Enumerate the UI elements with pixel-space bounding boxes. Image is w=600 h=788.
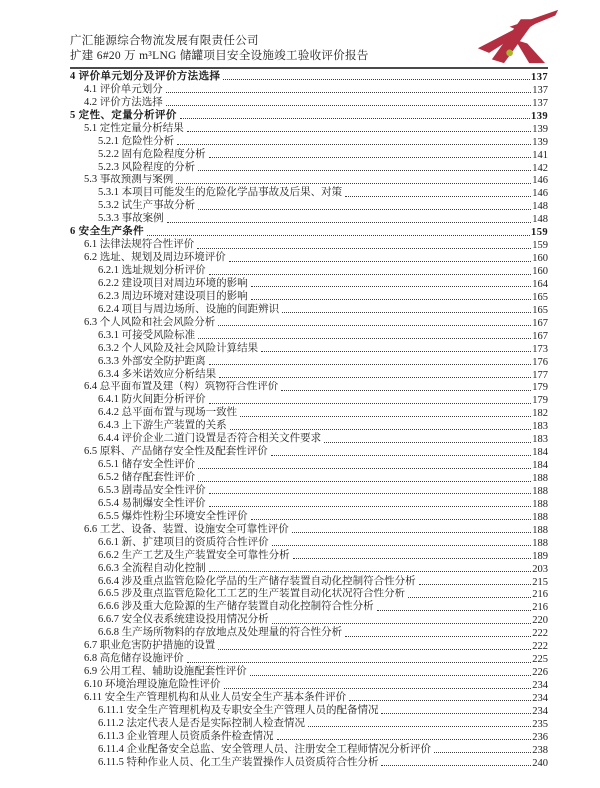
toc-entry bbox=[70, 549, 548, 562]
toc-entry-label: 6.9 公用工程、辅助设施配套性评价 bbox=[84, 666, 247, 678]
toc-entry-label: 5.2.3 风险程度的分析 bbox=[98, 161, 196, 173]
toc-dotted-leader bbox=[147, 235, 530, 236]
toc-dotted-leader bbox=[377, 610, 532, 611]
toc-page-number: 146 bbox=[532, 188, 548, 200]
report-title: 扩建 6#20 万 m³LNG 储罐项目安全设施竣工验收评价报告 bbox=[70, 50, 369, 62]
toc-entry bbox=[70, 381, 548, 394]
toc-entry-label: 6.5.1 储存安全性评价 bbox=[98, 459, 196, 471]
toc-page-number: 137 bbox=[532, 84, 548, 96]
toc-entry bbox=[70, 225, 548, 238]
toc-dotted-leader bbox=[223, 79, 530, 80]
toc-dotted-leader bbox=[177, 144, 531, 145]
toc-entry-label: 6.11.1 安全生产管理机构及专职安全生产管理人员的配备情况 bbox=[98, 704, 379, 716]
toc-dotted-leader bbox=[198, 481, 531, 482]
toc-page-number: 188 bbox=[532, 485, 548, 497]
toc-dotted-leader bbox=[251, 286, 532, 287]
toc-page-number: 234 bbox=[532, 692, 548, 704]
toc-page-number: 226 bbox=[532, 667, 548, 679]
toc-page-number: 234 bbox=[532, 680, 548, 691]
toc-dotted-leader bbox=[281, 390, 531, 391]
toc-dotted-leader bbox=[218, 325, 531, 326]
toc-entry bbox=[70, 419, 548, 432]
toc-page-number: 188 bbox=[532, 537, 548, 549]
toc-entry bbox=[70, 393, 548, 406]
toc-entry-label: 4 评价单元划分及评价方法选择 bbox=[70, 70, 221, 82]
toc-entry-label: 5.3 事故预测与案例 bbox=[84, 174, 174, 186]
toc-dotted-leader bbox=[209, 403, 532, 404]
toc-entry-label: 6.4 总平面布置及建（构）筑物符合性评价 bbox=[84, 381, 279, 393]
toc-page-number: 215 bbox=[532, 576, 548, 588]
toc-entry bbox=[70, 639, 548, 652]
toc-dotted-leader bbox=[293, 558, 532, 559]
header-divider bbox=[70, 67, 548, 69]
toc-entry bbox=[70, 678, 548, 691]
toc-entry bbox=[70, 523, 548, 536]
toc-dotted-leader bbox=[349, 700, 531, 701]
toc-dotted-leader bbox=[209, 157, 532, 158]
toc-page-number: 146 bbox=[532, 175, 548, 187]
toc-page-number: 182 bbox=[532, 408, 548, 420]
toc-entry bbox=[70, 730, 548, 743]
toc-page-number: 148 bbox=[532, 201, 548, 213]
toc-dotted-leader bbox=[381, 765, 531, 766]
toc-dotted-leader bbox=[187, 662, 532, 663]
toc-dotted-leader bbox=[261, 351, 531, 352]
toc-page-number: 176 bbox=[532, 356, 548, 368]
toc-dotted-leader bbox=[419, 584, 532, 585]
toc-entry-label: 4.1 评价单元划分 bbox=[84, 83, 163, 95]
toc-entry-label: 6.10 环境治理设施危险性评价 bbox=[84, 679, 221, 690]
toc-dotted-leader bbox=[240, 416, 531, 417]
toc-dotted-leader bbox=[197, 248, 531, 249]
toc-dotted-leader bbox=[308, 726, 531, 727]
toc-entry bbox=[70, 432, 548, 445]
toc-dotted-leader bbox=[198, 338, 531, 339]
toc-entry bbox=[70, 199, 548, 212]
toc-entry-label: 6.7 职业危害防护措施的设置 bbox=[84, 640, 216, 652]
toc-dotted-leader bbox=[198, 170, 531, 171]
toc-page-number: 159 bbox=[532, 240, 548, 252]
toc-page-number: 141 bbox=[532, 149, 548, 161]
toc-entry-label: 6.3.4 多米诺效应分析结果 bbox=[98, 368, 217, 380]
toc-entry-label: 6.6 工艺、设备、装置、设施安全可靠性评价 bbox=[84, 523, 289, 535]
toc-entry-label: 6 安全生产条件 bbox=[70, 226, 145, 238]
toc-entry-label: 6.6.2 生产工艺及生产装置安全可靠性分析 bbox=[98, 549, 290, 561]
toc-entry-label: 6.5.4 易制爆安全性评价 bbox=[98, 497, 206, 509]
toc-entry-label: 6.6.1 新、扩建项目的资质符合性评价 bbox=[98, 536, 269, 548]
toc-page-number: 236 bbox=[532, 731, 548, 743]
toc-entry bbox=[70, 406, 548, 419]
toc-entry bbox=[70, 756, 548, 769]
toc-entry-label: 6.11.2 法定代表人是否是实际控制人检查情况 bbox=[98, 717, 305, 729]
toc-entry bbox=[70, 238, 548, 251]
toc-page-number: 188 bbox=[532, 511, 548, 523]
toc-entry-label: 6.4.4 评价企业二道门设置是否符合相关文件要求 bbox=[98, 433, 322, 445]
toc-dotted-leader bbox=[277, 739, 532, 740]
toc-page-number: 167 bbox=[532, 330, 548, 342]
toc-page-number: 173 bbox=[532, 343, 548, 355]
toc-dotted-leader bbox=[209, 493, 532, 494]
toc-entry bbox=[70, 135, 548, 148]
toc-page-number: 160 bbox=[532, 253, 548, 265]
toc-entry bbox=[70, 652, 548, 665]
toc-entry bbox=[70, 212, 548, 225]
toc-entry-label: 6.6.6 涉及重大危险源的生产储存装置自动化控制符合性分析 bbox=[98, 601, 374, 613]
toc-dotted-leader bbox=[180, 118, 530, 119]
toc-entry bbox=[70, 368, 548, 381]
toc-entry-label: 6.11.5 特种作业人员、化工生产装置操作人员资质符合性分析 bbox=[98, 756, 379, 768]
toc-entry-label: 6.8 高危储存设施评价 bbox=[84, 653, 184, 665]
toc-page-number: 148 bbox=[532, 214, 548, 226]
toc-entry-label: 6.2.2 建设项目对周边环境的影响 bbox=[98, 277, 248, 289]
toc-page-number: 139 bbox=[532, 136, 548, 148]
toc-entry bbox=[70, 704, 548, 717]
toc-page-number: 222 bbox=[532, 628, 548, 640]
toc-entry bbox=[70, 445, 548, 458]
toc-page-number: 164 bbox=[532, 278, 548, 290]
toc-dotted-leader bbox=[224, 688, 532, 689]
toc-dotted-leader bbox=[345, 636, 531, 637]
toc-dotted-leader bbox=[176, 183, 531, 184]
toc-entry-label: 6.2.3 周边环境对建设项目的影响 bbox=[98, 290, 248, 302]
toc-entry-label: 6.4.3 上下游生产装置的关系 bbox=[98, 420, 227, 432]
toc-entry bbox=[70, 600, 548, 613]
toc-dotted-leader bbox=[219, 377, 531, 378]
toc-dotted-leader bbox=[209, 274, 532, 275]
toc-page-number: 139 bbox=[531, 110, 548, 122]
toc-entry bbox=[70, 588, 548, 601]
toc-page-number: 159 bbox=[531, 227, 548, 239]
toc-dotted-leader bbox=[166, 92, 532, 93]
toc-dotted-leader bbox=[282, 312, 531, 313]
toc-dotted-leader bbox=[381, 713, 531, 714]
toc-entry bbox=[70, 510, 548, 523]
toc-entry bbox=[70, 497, 548, 510]
toc-entry-label: 6.5.3 剧毒品安全性评价 bbox=[98, 484, 206, 496]
toc-entry-label: 6.5.2 储存配套性评价 bbox=[98, 472, 196, 483]
toc-page-number: 183 bbox=[532, 434, 548, 446]
toc-entry-label: 5.1 定性定量分析结果 bbox=[84, 122, 184, 134]
toc-entry bbox=[70, 290, 548, 303]
toc-page-number: 216 bbox=[532, 602, 548, 614]
toc-entry bbox=[70, 355, 548, 368]
toc-entry-label: 5.3.3 事故案例 bbox=[98, 213, 164, 225]
toc-page-number: 139 bbox=[532, 123, 548, 135]
toc-entry bbox=[70, 536, 548, 549]
toc-entry-label: 6.1 法律法规符合性评价 bbox=[84, 239, 195, 251]
toc-entry bbox=[70, 148, 548, 161]
toc-entry bbox=[70, 83, 548, 96]
toc-entry bbox=[70, 575, 548, 588]
company-name: 广汇能源综合物流发展有限责任公司 bbox=[70, 35, 259, 47]
toc-entry bbox=[70, 484, 548, 497]
toc-page-number: 179 bbox=[532, 395, 548, 407]
toc-dotted-leader bbox=[166, 105, 532, 106]
toc-page-number: 188 bbox=[532, 524, 548, 536]
toc-entry-label: 5 定性、定量分析评价 bbox=[70, 109, 177, 121]
toc-dotted-leader bbox=[272, 623, 532, 624]
toc-dotted-leader bbox=[250, 675, 532, 676]
toc-entry bbox=[70, 251, 548, 264]
toc-entry bbox=[70, 303, 548, 316]
toc-dotted-leader bbox=[251, 299, 532, 300]
toc-entry bbox=[70, 96, 548, 109]
toc-dotted-leader bbox=[218, 649, 531, 650]
toc-entry-label: 6.2.1 选址规划分析评价 bbox=[98, 265, 206, 276]
toc-page-number: 137 bbox=[531, 71, 548, 83]
toc-entry bbox=[70, 186, 548, 199]
toc-entry bbox=[70, 471, 548, 484]
company-logo-icon bbox=[476, 8, 560, 66]
toc-entry-label: 6.3.2 个人风险及社会风险计算结果 bbox=[98, 342, 259, 354]
toc-dotted-leader bbox=[198, 468, 531, 469]
toc-entry-label: 6.4.1 防火间距分析评价 bbox=[98, 394, 206, 406]
page-header bbox=[70, 34, 548, 69]
toc-entry bbox=[70, 691, 548, 704]
toc-entry-label: 6.3.3 外部安全防护距离 bbox=[98, 355, 206, 367]
toc-page-number: 234 bbox=[532, 705, 548, 717]
toc-entry-label: 6.6.3 全流程自动化控制 bbox=[98, 562, 206, 574]
toc-entry bbox=[70, 458, 548, 471]
toc-dotted-leader bbox=[229, 261, 532, 262]
toc-entry-label: 6.2 选址、规划及周边环境评价 bbox=[84, 252, 226, 264]
toc-page-number: 203 bbox=[532, 563, 548, 575]
toc-dotted-leader bbox=[209, 571, 532, 572]
toc-entry bbox=[70, 743, 548, 756]
toc-page-number: 184 bbox=[532, 460, 548, 472]
toc-page-number: 165 bbox=[532, 304, 548, 316]
toc-entry-label: 6.2.4 项目与周边场所、设施的间距辨识 bbox=[98, 303, 280, 315]
toc-dotted-leader bbox=[345, 196, 531, 197]
toc-entry-label: 6.6.4 涉及重点监管危险化学品的生产储存装置自动化控制符合性分析 bbox=[98, 575, 416, 587]
toc-page-number: 165 bbox=[532, 291, 548, 303]
toc-page-number: 222 bbox=[532, 641, 548, 653]
toc-entry-label: 5.3.1 本项目可能发生的危险化学品事故及后果、对策 bbox=[98, 187, 343, 199]
toc-entry-label: 6.6.7 安全仪表系统建设投用情况分析 bbox=[98, 614, 269, 626]
toc-dotted-leader bbox=[198, 209, 531, 210]
toc-entry bbox=[70, 562, 548, 575]
toc-entry-label: 6.6.8 生产场所物料的存放地点及处理量的符合性分析 bbox=[98, 627, 343, 639]
toc-dotted-leader bbox=[272, 545, 532, 546]
toc-page-number: 177 bbox=[532, 369, 548, 381]
toc-entry bbox=[70, 109, 548, 122]
toc-page-number: 184 bbox=[532, 447, 548, 459]
toc-entry-label: 6.11.3 企业管理人员资质条件检查情况 bbox=[98, 730, 274, 742]
toc-dotted-leader bbox=[230, 429, 532, 430]
toc-dotted-leader bbox=[434, 752, 531, 753]
toc-entry-label: 4.2 评价方法选择 bbox=[84, 96, 163, 108]
toc-page-number: 216 bbox=[532, 589, 548, 601]
toc-page-number: 235 bbox=[532, 718, 548, 730]
toc-page-number: 179 bbox=[532, 382, 548, 394]
toc-entry bbox=[70, 277, 548, 290]
toc-entry-label: 6.5 原料、产品储存安全性及配套性评价 bbox=[84, 446, 268, 458]
toc-entry bbox=[70, 122, 548, 135]
toc-dotted-leader bbox=[209, 506, 532, 507]
toc-page-number: 137 bbox=[532, 97, 548, 109]
toc-entry-label: 6.11.4 企业配备安全总监、安全管理人员、注册安全工程师情况分析评价 bbox=[98, 743, 431, 755]
toc-entry-label: 5.2.1 危险性分析 bbox=[98, 135, 175, 147]
toc-entry bbox=[70, 613, 548, 626]
toc-page-number: 142 bbox=[532, 162, 548, 174]
toc-page-number: 167 bbox=[532, 317, 548, 329]
toc-entry bbox=[70, 626, 548, 639]
toc-dotted-leader bbox=[271, 455, 532, 456]
toc-entry bbox=[70, 316, 548, 329]
toc-entry bbox=[70, 665, 548, 678]
toc-entry-label: 6.11 安全生产管理机构和从业人员安全生产基本条件评价 bbox=[84, 691, 347, 703]
toc-entry-label: 6.4.2 总平面布置与现场一致性 bbox=[98, 407, 238, 419]
toc-dotted-leader bbox=[324, 442, 531, 443]
toc-page-number: 240 bbox=[532, 757, 548, 769]
toc-page-number: 238 bbox=[532, 744, 548, 756]
toc-page-number: 189 bbox=[532, 550, 548, 562]
toc-entry-label: 5.2.2 固有危险程度分析 bbox=[98, 148, 206, 160]
toc-dotted-leader bbox=[187, 131, 532, 132]
toc-dotted-leader bbox=[408, 597, 531, 598]
toc-dotted-leader bbox=[251, 519, 532, 520]
toc-entry-label: 6.3 个人风险和社会风险分析 bbox=[84, 316, 216, 328]
toc-entry bbox=[70, 717, 548, 730]
toc-entry bbox=[70, 174, 548, 187]
toc-entry bbox=[70, 342, 548, 355]
toc-entry bbox=[70, 70, 548, 83]
toc-entry bbox=[70, 264, 548, 277]
toc-dotted-leader bbox=[292, 532, 532, 533]
toc-page-number: 160 bbox=[532, 266, 548, 277]
toc-entry-label: 6.6.5 涉及重点监管危险化工工艺的生产装置自动化状况符合性分析 bbox=[98, 588, 406, 600]
toc-page-number: 225 bbox=[532, 654, 548, 666]
toc-dotted-leader bbox=[209, 364, 532, 365]
toc-entry-label: 5.3.2 试生产事故分析 bbox=[98, 200, 196, 212]
table-of-contents bbox=[70, 70, 548, 769]
toc-dotted-leader bbox=[167, 222, 532, 223]
toc-page-number: 188 bbox=[532, 498, 548, 510]
toc-entry-label: 6.5.5 爆炸性粉尘环境安全性评价 bbox=[98, 510, 248, 522]
toc-page-number: 220 bbox=[532, 615, 548, 627]
toc-entry-label: 6.3.1 可接受风险标准 bbox=[98, 329, 196, 341]
toc-entry bbox=[70, 329, 548, 342]
toc-entry bbox=[70, 161, 548, 174]
toc-page-number: 183 bbox=[532, 421, 548, 433]
toc-page-number: 188 bbox=[532, 473, 548, 484]
